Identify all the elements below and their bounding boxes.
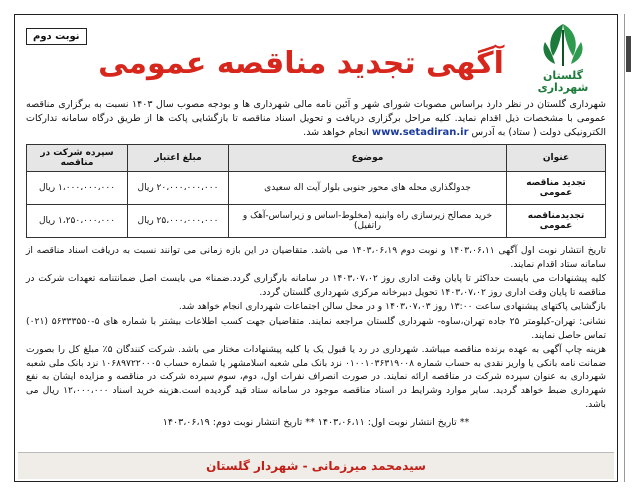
intro-text: شهرداری گلستان در نظر دارد براساس مصوبات شورای شهر و آئین نامه مالی شهرداری ها و بودجه مصوب سال ۱۴۰۳ نسبت به برگزاری مناقصه عمومی با مشخصات ذیل اقدام نماید. کلیه مراحل برگزاری دریافت و تحویل اسناد مناقصه تا بازگشایی پاکت ها از طریق درگاه سامانه تدارکات الکترونیکی دولت ( ستاد) به آدرس: [26, 99, 607, 138]
term-paragraph: نشانی: تهران-کیلومتر ۲۵ جاده تهران،ساوه- شهرداری گلستان مراجعه نمایند. متقاضیان جهت کسب اطلاعات بیشتر با شماره های ۵-۵۶۳۳۳۵۵۰ (۰۲۱) تماس حاصل نمایند.: [26, 315, 606, 341]
publication-dates: ** تاریخ انتشار نوبت اول: ۱۴۰۳،۰۶،۱۱ ** تاریخ انتشار نوبت دوم: ۱۴۰۳،۰۶،۱۹: [162, 417, 470, 429]
header-title: عنوان: [507, 145, 606, 172]
edge-mark: [626, 36, 631, 72]
table-row: [27, 172, 606, 205]
row-title: تجدید مناقصه عمومی: [507, 172, 606, 205]
mayor-signature: سیدمحمد میرزمانی - شهردار گلستان: [18, 452, 614, 479]
header-subject: موضوع: [229, 145, 507, 172]
row-subject: جدولگذاری محله های محور جنوبی بلوار آیت اله سعیدی: [229, 172, 507, 205]
table-header-row: [27, 145, 606, 172]
logo-name-line2: شهرداری: [537, 81, 589, 94]
intro-suffix: انجام خواهد شد.: [303, 127, 369, 138]
intro-paragraph: [18, 98, 614, 140]
notice-title: آگهی تجدید مناقصه عمومی: [98, 46, 504, 81]
row-budget: ۲۵،۰۰۰،۰۰۰،۰۰۰ ریال: [128, 205, 229, 238]
term-paragraph: بازگشایی پاکتهای پیشنهادی ساعت ۱۳:۰۰ روز ۱۴۰۳،۰۷،۰۳ و در محل سالن اجتماعات شهرداری انجام خواهد شد.: [178, 301, 606, 313]
row-deposit: ۱،۰۰۰،۰۰۰،۰۰۰ ریال: [27, 172, 128, 205]
term-paragraph: هزینه چاپ آگهی به عهده برنده مناقصه میباشد. شهرداری در رد یا قبول یک یا کلیه پیشنهادات مختار می باشد. شرکت کنندگان ۵٪ مبلغ کل را بصورت ضمانت نامه بانکی یا واریز نقدی به حساب شماره ۰۱۰۰۱۰۳۶۳۱۹۰۰۸ نزد بانک ملی شعبه اسلامشهر یا شماره حساب ۱۰۶۸۹۷۲۲۰۰۰۵ نزد بانک ملی شعبه شهرداری به عنوان سپرده شرکت در مناقصه ارائه نمایند. در صورت انصراف نفرات اول، دوم، سوم سپرده شرکت در مناقصه و مزایده ایشان به نفع شهرداری ضبط خواهد گردید. سایر موارد وشرایط در اسناد مناقصه موجود در سامانه ستاد قید گردیده است.هزینه خرید اسناد ۱۲،۰۰۰،۰۰۰ ریال می باشد.: [26, 344, 607, 410]
term-paragraph: کلیه پیشنهادات می بایست حداکثر تا پایان وقت اداری روز ۱۴۰۳،۰۷،۰۲ در سامانه بارگزاری گردد.ضمنا» می بایست اصل ضمانتنامه تعهدات شرکت در مناقصه تا پایان وقت اداری روز ۱۴۰۳،۰۷،۰۲ تحویل دبیرخانه مرکزی شهرداری گلستان گردد.: [26, 273, 606, 298]
notice-header: [18, 18, 614, 98]
row-budget: ۲۰،۰۰۰،۰۰۰،۰۰۰ ریال: [128, 172, 229, 205]
row-subject: خرید مصالح زیرسازی راه وابنیه (مخلوط-اساس و زیراساس-آهک و راتفیل): [229, 205, 507, 238]
setad-link[interactable]: www.setadiran.ir: [371, 127, 469, 138]
notice-content: [18, 18, 614, 478]
notice-terms: [18, 244, 614, 411]
publication-round-badge: نوبت دوم: [26, 28, 87, 45]
tender-table: [26, 144, 606, 238]
page-edge-strip: [624, 14, 632, 482]
header-budget: مبلغ اعتبار: [128, 145, 229, 172]
header-deposit: سپرده شرکت در مناقصه: [27, 145, 128, 172]
row-title: تجدیدمناقصه عمومی: [507, 205, 606, 238]
term-paragraph: تاریخ انتشار نوبت اول آگهی ۱۴۰۳،۰۶،۱۱ و نوبت دوم ۱۴۰۳،۰۶،۱۹ می باشد. متقاضیان در این بازه زمانی می توانند نسبت به دریافت اسناد مناقصه از سامانه ستاد اقدام نمایند.: [26, 245, 606, 270]
table-row: [27, 205, 606, 238]
row-deposit: ۱،۲۵۰،۰۰۰،۰۰۰ ریال: [27, 205, 128, 238]
municipality-logo: [518, 20, 608, 98]
logo-name-line1: گلستان: [542, 69, 584, 82]
leaf-emblem-icon: [535, 20, 591, 70]
